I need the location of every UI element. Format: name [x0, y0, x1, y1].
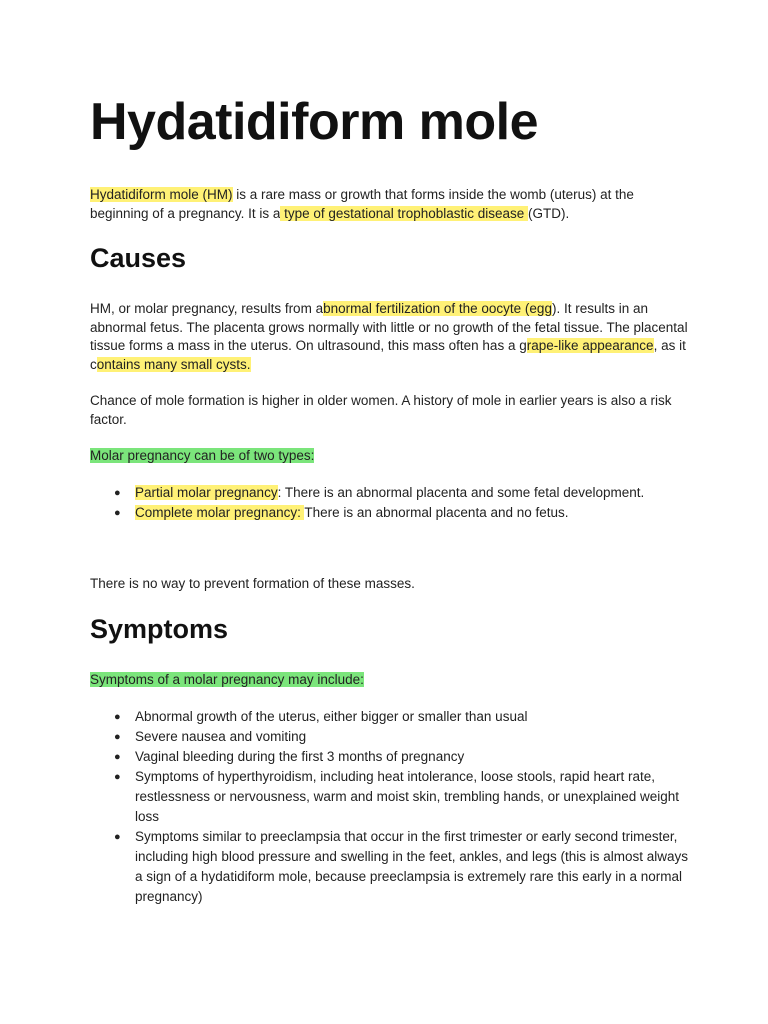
bullet-icon: ● — [114, 731, 121, 743]
bullet-icon: ● — [114, 771, 121, 783]
types-list — [90, 483, 690, 523]
list-item-text: : There is an abnormal placenta and some fetal development. — [277, 485, 645, 500]
list-item-text: There is an abnormal placenta and no fetus. — [304, 505, 569, 520]
highlight-text: Hydatidiform mole (HM) — [90, 187, 233, 202]
list-item — [90, 483, 690, 503]
list-item-text: Symptoms of hyperthyroidism, including heat intolerance, loose stools, rapid heart rate, restlessness or nervousness, warm and moist skin, trembling hands, or unexplained weight loss — [135, 769, 680, 824]
paragraph-text: HM, or molar pregnancy, results from a — [90, 301, 324, 316]
highlight-text: Molar pregnancy can be of two types: — [90, 448, 315, 463]
bullet-icon: ● — [114, 751, 121, 763]
symptoms-heading: Symptoms — [90, 614, 229, 644]
list-item — [90, 503, 690, 523]
highlight-text: Symptoms of a molar pregnancy may include: — [90, 672, 364, 687]
highlight-text: ontains many small cysts. — [96, 356, 251, 372]
highlight-text: Partial molar pregnancy — [135, 485, 278, 500]
list-item-text: Symptoms similar to preeclampsia that occur in the first trimester or early second trimester, including high blood pressure and swelling in the feet, ankles, and legs (this is almost always a sign of a hydatidiform mole, because preeclampsia is extremely rare this early in a normal pregnancy) — [135, 829, 689, 904]
list-item — [90, 767, 690, 827]
list-item — [90, 747, 690, 767]
paragraph-text: , as it c — [90, 338, 686, 372]
bullet-icon: ● — [114, 711, 121, 723]
list-item-text: Vaginal bleeding during the first 3 months of pregnancy — [135, 749, 465, 764]
highlight-text: bnormal fertilization of the oocyte (egg — [323, 301, 552, 316]
page-title: Hydatidiform mole — [90, 93, 538, 151]
prevention-paragraph: There is no way to prevent formation of these masses. — [90, 576, 415, 591]
bullet-icon: ● — [114, 507, 121, 519]
causes-paragraph — [90, 300, 690, 374]
highlight-text: type of gestational trophoblastic disease — [280, 205, 529, 221]
symptoms-list — [90, 707, 690, 907]
list-item — [90, 827, 690, 907]
bullet-icon: ● — [114, 831, 121, 843]
highlight-text: rape-like appearance — [526, 338, 654, 353]
list-item — [90, 727, 690, 747]
list-item-text: Abnormal growth of the uterus, either bigger or smaller than usual — [135, 709, 528, 724]
risk-paragraph: Chance of mole formation is higher in older women. A history of mole in earlier years is also a risk factor. — [90, 393, 672, 427]
types-intro — [90, 447, 690, 466]
list-item — [90, 707, 690, 727]
list-item-text: Severe nausea and vomiting — [135, 729, 307, 744]
symptoms-intro — [90, 671, 690, 690]
causes-heading: Causes — [90, 243, 187, 273]
bullet-icon: ● — [114, 487, 121, 499]
paragraph-text: is a rare mass or growth that forms inside the womb (uterus) at the beginning of a pregnancy. It is a — [90, 187, 634, 221]
paragraph-text: (GTD). — [528, 205, 570, 221]
intro-paragraph — [90, 186, 690, 223]
highlight-text: Complete molar pregnancy: — [135, 505, 305, 520]
paragraph-text: ). It results in an abnormal fetus. The placenta grows normally with little or no growth of the fetal tissue. The placental tissue forms a mass in the uterus. On ultrasound, this mass often has a g — [90, 301, 688, 353]
